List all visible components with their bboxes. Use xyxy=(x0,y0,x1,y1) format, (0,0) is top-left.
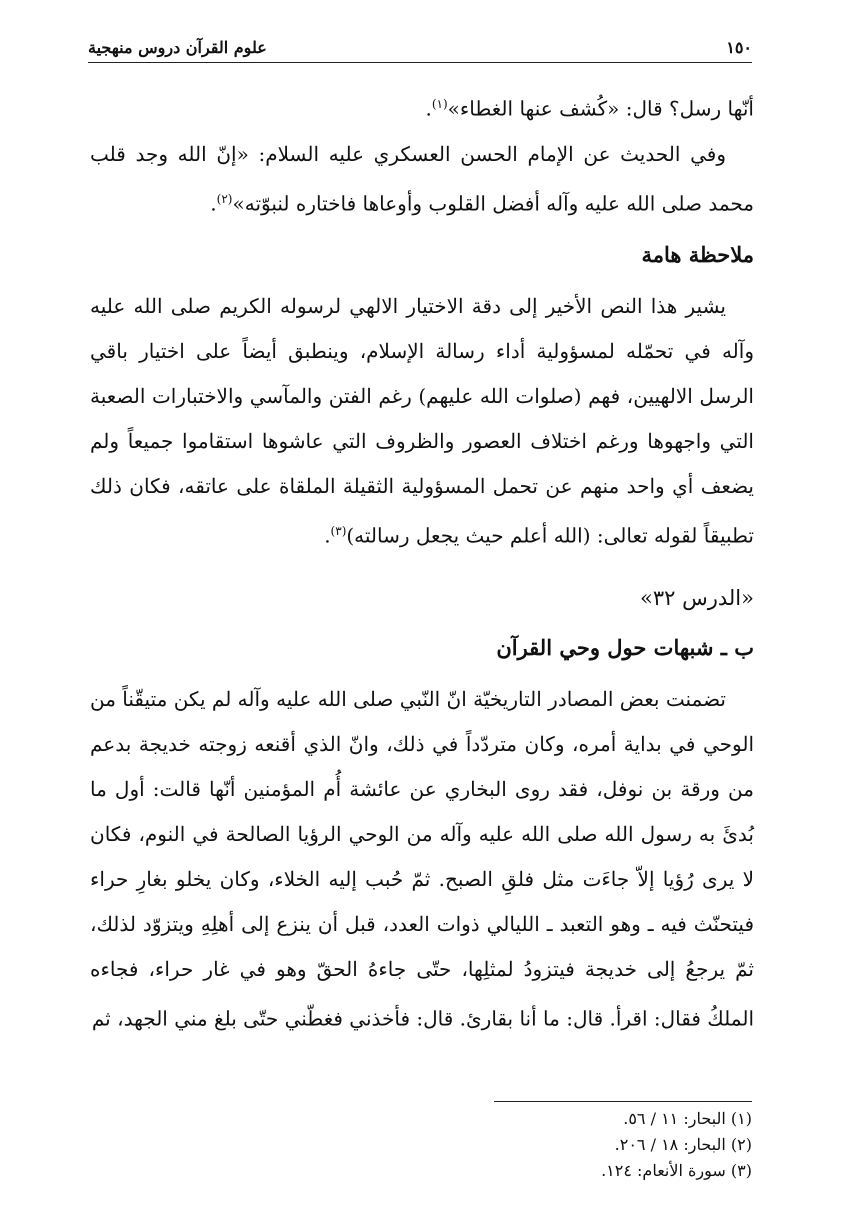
footnotes xyxy=(90,1106,752,1184)
footnote-ref: (٣) xyxy=(330,524,347,539)
main-text xyxy=(90,82,754,1042)
paragraph: أنّها رسل؟ قال: «كُشف عنها الغطاء»$^{(١)}$. xyxy=(425,96,754,121)
section-heading: ملاحظة هامة xyxy=(641,242,754,268)
page-header xyxy=(88,32,752,63)
footnote-divider xyxy=(494,1101,752,1102)
paragraph: يشير هذا النص الأخير إلى دقة الاختيار الالهي لرسوله الكريم صلى الله عليه وآله في تحمّله لمسؤولية أداء رسالة الإسلام، وينطبق أيضاً على اختيار باقي الرسل الالهيين، فهم (صلوات الله عليهم) رغم الفتن والمآسي والاختبارات الصعبة التي واجهوها ورغم اختلاف العصور والظروف التي عاشوها استقاموا جميعاً ولم يضعف أي واحد منهم عن تحمل المسؤولية الثقيلة الملقاة على عاتقه، فكان ذلك تطبيقاً لقوله تعالى: (الله أعلم حيث يجعل رسالته)$^{(٣)}$. xyxy=(90,294,754,548)
footnote: (١) البحار: ١١ / ٥٦. xyxy=(623,1109,752,1128)
footnote: (٢) البحار: ١٨ / ٢٠٦. xyxy=(614,1135,752,1154)
lesson-title: «الدرس ٣٢» xyxy=(640,585,754,610)
paragraph: وفي الحديث عن الإمام الحسن العسكري عليه السلام: «إنّ الله وجد قلب محمد صلى الله عليه وآله أفضل القلوب وأوعاها فاختاره لنبوّته»$^{(٢)}$. xyxy=(90,141,754,216)
section-heading: ب ـ شبهات حول وحي القرآن xyxy=(496,634,754,660)
paragraph: تضمنت بعض المصادر التاريخيّة انّ النّبي صلى الله عليه وآله لم يكن متيقّناً من الوحي في بداية أمره، وكان متردّداً في ذلك، وانّ الذي أقنعه زوجته خديجة بدعم من ورقة بن نوفل، فقد روى البخاري عن عائشة أُم المؤمنين أنّها قالت: أول ما بُدئَ به رسول الله صلى الله عليه وآله من الوحي الرؤيا الصالحة في النوم، فكان لا يرى رُؤيا إلاّ جاءَت مثل فلقِ الصبح. ثمّ حُبب إليه الخلاء، وكان يخلو بغارِ حراء فيتحنّث فيه ـ وهو التعبد ـ الليالي ذوات العدد، قبل أن ينزع إلى أهلِهِ ويتزوّد لذلك، ثمّ يرجعُ إلى خديجة فيتزودُ لمثلِها، حتّى جاءهُ الحقّ وهو في غار حراء، فجاءه الملكُ فقال: اقرأ. قال: ما أنا بقارئ. قال: فأخذني فغطّني حتّى بلغ مني الجهد، ثم xyxy=(90,686,754,1031)
footnote-ref: (١) xyxy=(431,97,448,111)
footnote: (٣) سورة الأنعام: ١٢٤. xyxy=(601,1161,752,1180)
running-title: علوم القرآن دروس منهجية xyxy=(88,37,267,57)
page-number: ١٥٠ xyxy=(726,37,752,57)
footnote-ref: (٢) xyxy=(216,191,233,206)
